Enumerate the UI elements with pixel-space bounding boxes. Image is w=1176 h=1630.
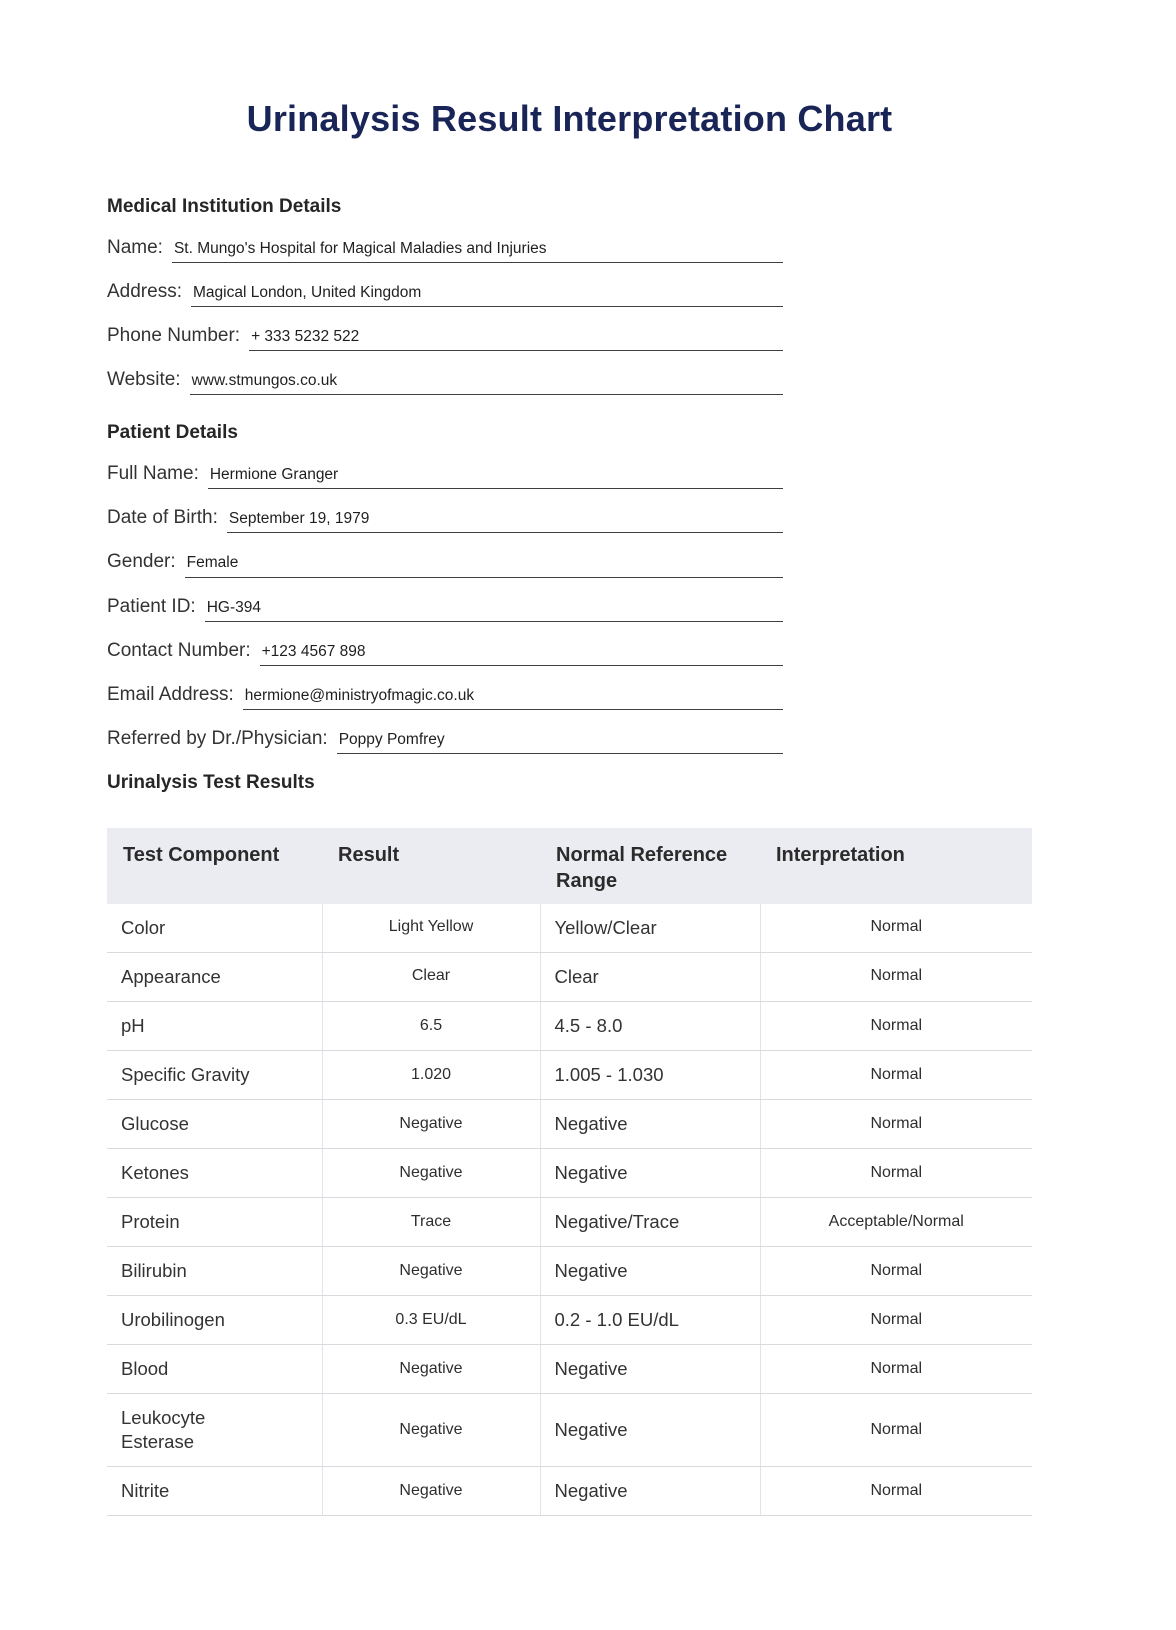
table-cell — [322, 904, 540, 953]
table-cell — [760, 1001, 1032, 1050]
institution-field-row — [107, 280, 783, 307]
cell-text: Negative — [554, 1162, 628, 1184]
section-results — [107, 771, 1032, 1516]
results-table-body — [107, 904, 1032, 1516]
table-cell — [760, 1467, 1032, 1516]
cell-text: Leukocyte Esterase — [121, 1407, 206, 1453]
patient-fields — [107, 462, 783, 754]
column-header: Result — [322, 828, 540, 904]
table-row — [107, 1394, 1032, 1467]
table-cell — [540, 1345, 760, 1394]
cell-text: 0.3 EU/dL — [395, 1310, 467, 1328]
cell-text: 6.5 — [419, 1016, 443, 1034]
patient-field-row — [107, 506, 783, 533]
cell-text: Blood — [121, 1358, 169, 1380]
cell-text: Ketones — [121, 1162, 189, 1184]
table-cell — [322, 1467, 540, 1516]
table-cell — [322, 1050, 540, 1099]
results-heading: Urinalysis Test Results — [107, 772, 315, 794]
table-cell — [760, 1050, 1032, 1099]
table-cell — [322, 1001, 540, 1050]
table-cell — [540, 1247, 760, 1296]
cell-text: 4.5 - 8.0 — [554, 1014, 623, 1036]
cell-text: 0.2 - 1.0 EU/dL — [554, 1309, 679, 1331]
field-value-underline: HG-394 — [205, 598, 783, 622]
cell-text: Normal — [870, 918, 923, 936]
institution-heading: Medical Institution Details — [107, 196, 342, 218]
cell-text: Normal — [870, 1359, 923, 1377]
cell-text: Normal — [870, 1261, 923, 1279]
cell-text: Normal — [870, 1481, 923, 1499]
cell-text: Negative — [554, 1419, 628, 1441]
table-cell — [760, 1099, 1032, 1148]
table-cell — [107, 1099, 322, 1148]
table-cell — [107, 1001, 322, 1050]
table-cell — [107, 1467, 322, 1516]
cell-text: Negative — [399, 1481, 463, 1499]
field-label: Name: — [107, 236, 163, 258]
field-label: Email Address: — [107, 683, 234, 705]
cell-text: 1.020 — [410, 1065, 452, 1083]
cell-text: Normal — [870, 967, 923, 985]
field-label: Phone Number: — [107, 325, 241, 347]
cell-text: Negative/Trace — [554, 1211, 680, 1233]
cell-text: Negative — [399, 1359, 463, 1377]
field-label: Website: — [107, 369, 181, 391]
column-header: Normal Reference Range — [540, 828, 760, 904]
table-row — [107, 952, 1032, 1001]
cell-text: Normal — [870, 1065, 923, 1083]
field-value-underline: www.stmungos.co.uk — [190, 371, 783, 395]
cell-text: Color — [121, 916, 166, 938]
table-cell — [322, 1345, 540, 1394]
table-row — [107, 1345, 1032, 1394]
field-value-underline: September 19, 1979 — [227, 509, 783, 533]
header-row — [107, 828, 1032, 904]
cell-text: Normal — [870, 1310, 923, 1328]
table-cell — [540, 1296, 760, 1345]
table-cell — [540, 1394, 760, 1467]
table-cell — [107, 1247, 322, 1296]
table-cell — [760, 952, 1032, 1001]
institution-field-row — [107, 368, 783, 395]
document-content — [107, 97, 1032, 1516]
field-value-underline: Poppy Pomfrey — [337, 730, 783, 754]
cell-text: Glucose — [121, 1112, 189, 1134]
table-cell — [760, 1247, 1032, 1296]
table-row — [107, 1149, 1032, 1198]
field-label: Gender: — [107, 551, 176, 573]
institution-fields — [107, 236, 783, 396]
cell-text: Acceptable/Normal — [828, 1212, 964, 1230]
cell-text: 1.005 - 1.030 — [554, 1063, 664, 1085]
cell-text: Negative — [399, 1420, 463, 1438]
cell-text: Negative — [554, 1112, 628, 1134]
table-row — [107, 1050, 1032, 1099]
table-row — [107, 1198, 1032, 1247]
table-cell — [107, 904, 322, 953]
field-label: Full Name: — [107, 463, 199, 485]
field-label: Contact Number: — [107, 639, 251, 661]
section-patient — [107, 421, 1032, 754]
cell-text: Negative — [399, 1114, 463, 1132]
cell-text: Nitrite — [121, 1480, 170, 1502]
table-cell — [322, 1247, 540, 1296]
patient-field-row — [107, 595, 783, 622]
table-cell — [322, 1394, 540, 1467]
section-institution — [107, 195, 1032, 395]
table-cell — [540, 1050, 760, 1099]
patient-field-row — [107, 727, 783, 754]
table-cell — [760, 904, 1032, 953]
cell-text: Negative — [554, 1260, 628, 1282]
field-label: Patient ID: — [107, 595, 196, 617]
table-cell — [322, 952, 540, 1001]
table-cell — [107, 1394, 322, 1467]
results-table — [107, 828, 1032, 1517]
patient-field-row — [107, 683, 783, 710]
patient-heading: Patient Details — [107, 422, 238, 444]
cell-text: Negative — [399, 1261, 463, 1279]
field-value-underline: + 333 5232 522 — [249, 327, 783, 351]
table-cell — [540, 1198, 760, 1247]
table-cell — [540, 1099, 760, 1148]
table-cell — [107, 1345, 322, 1394]
table-cell — [760, 1198, 1032, 1247]
cell-text: Bilirubin — [121, 1260, 187, 1282]
cell-text: Normal — [870, 1114, 923, 1132]
field-label: Address: — [107, 281, 182, 303]
table-cell — [107, 1050, 322, 1099]
field-label: Referred by Dr./Physician: — [107, 727, 328, 749]
table-cell — [322, 1296, 540, 1345]
table-cell — [322, 1149, 540, 1198]
institution-field-row — [107, 324, 783, 351]
field-value-underline: hermione@ministryofmagic.co.uk — [243, 686, 783, 710]
table-cell — [760, 1345, 1032, 1394]
table-cell — [540, 1149, 760, 1198]
page-title: Urinalysis Result Interpretation Chart — [246, 98, 893, 139]
table-row — [107, 1001, 1032, 1050]
table-cell — [107, 1296, 322, 1345]
table-cell — [760, 1296, 1032, 1345]
institution-field-row — [107, 236, 783, 263]
cell-text: Appearance — [121, 965, 221, 987]
field-value-underline: St. Mungo's Hospital for Magical Maladies and Injuries — [172, 239, 783, 263]
table-row — [107, 1467, 1032, 1516]
cell-text: Yellow/Clear — [554, 916, 657, 938]
cell-text: Clear — [411, 967, 451, 985]
table-cell — [107, 1149, 322, 1198]
table-cell — [322, 1099, 540, 1148]
table-row — [107, 904, 1032, 953]
cell-text: Specific Gravity — [121, 1063, 250, 1085]
field-value-underline: +123 4567 898 — [260, 642, 783, 666]
table-cell — [540, 952, 760, 1001]
cell-text: Normal — [870, 1163, 923, 1181]
table-cell — [540, 904, 760, 953]
patient-field-row — [107, 462, 783, 489]
cell-text: Negative — [554, 1480, 628, 1502]
table-row — [107, 1247, 1032, 1296]
cell-text: Negative — [554, 1358, 628, 1380]
table-cell — [107, 1198, 322, 1247]
table-cell — [540, 1467, 760, 1516]
cell-text: Clear — [554, 965, 599, 987]
table-cell — [540, 1001, 760, 1050]
field-value-underline: Female — [185, 553, 783, 577]
field-value-underline: Magical London, United Kingdom — [191, 283, 783, 307]
field-value-underline: Hermione Granger — [208, 465, 783, 489]
table-cell — [760, 1394, 1032, 1467]
field-label: Date of Birth: — [107, 507, 218, 529]
cell-text: Normal — [870, 1016, 923, 1034]
table-cell — [107, 952, 322, 1001]
cell-text: Negative — [399, 1163, 463, 1181]
cell-text: Light Yellow — [388, 918, 474, 936]
cell-text: pH — [121, 1014, 145, 1036]
cell-text: Trace — [410, 1212, 452, 1230]
table-cell — [760, 1149, 1032, 1198]
cell-text: Protein — [121, 1211, 180, 1233]
cell-text: Urobilinogen — [121, 1309, 225, 1331]
patient-field-row — [107, 639, 783, 666]
table-row — [107, 1296, 1032, 1345]
table-cell — [322, 1198, 540, 1247]
column-header: Test Component — [107, 828, 322, 904]
results-table-head — [107, 828, 1032, 904]
column-header: Interpretation — [760, 828, 1032, 904]
cell-text: Normal — [870, 1420, 923, 1438]
patient-field-row — [107, 550, 783, 577]
table-row — [107, 1099, 1032, 1148]
